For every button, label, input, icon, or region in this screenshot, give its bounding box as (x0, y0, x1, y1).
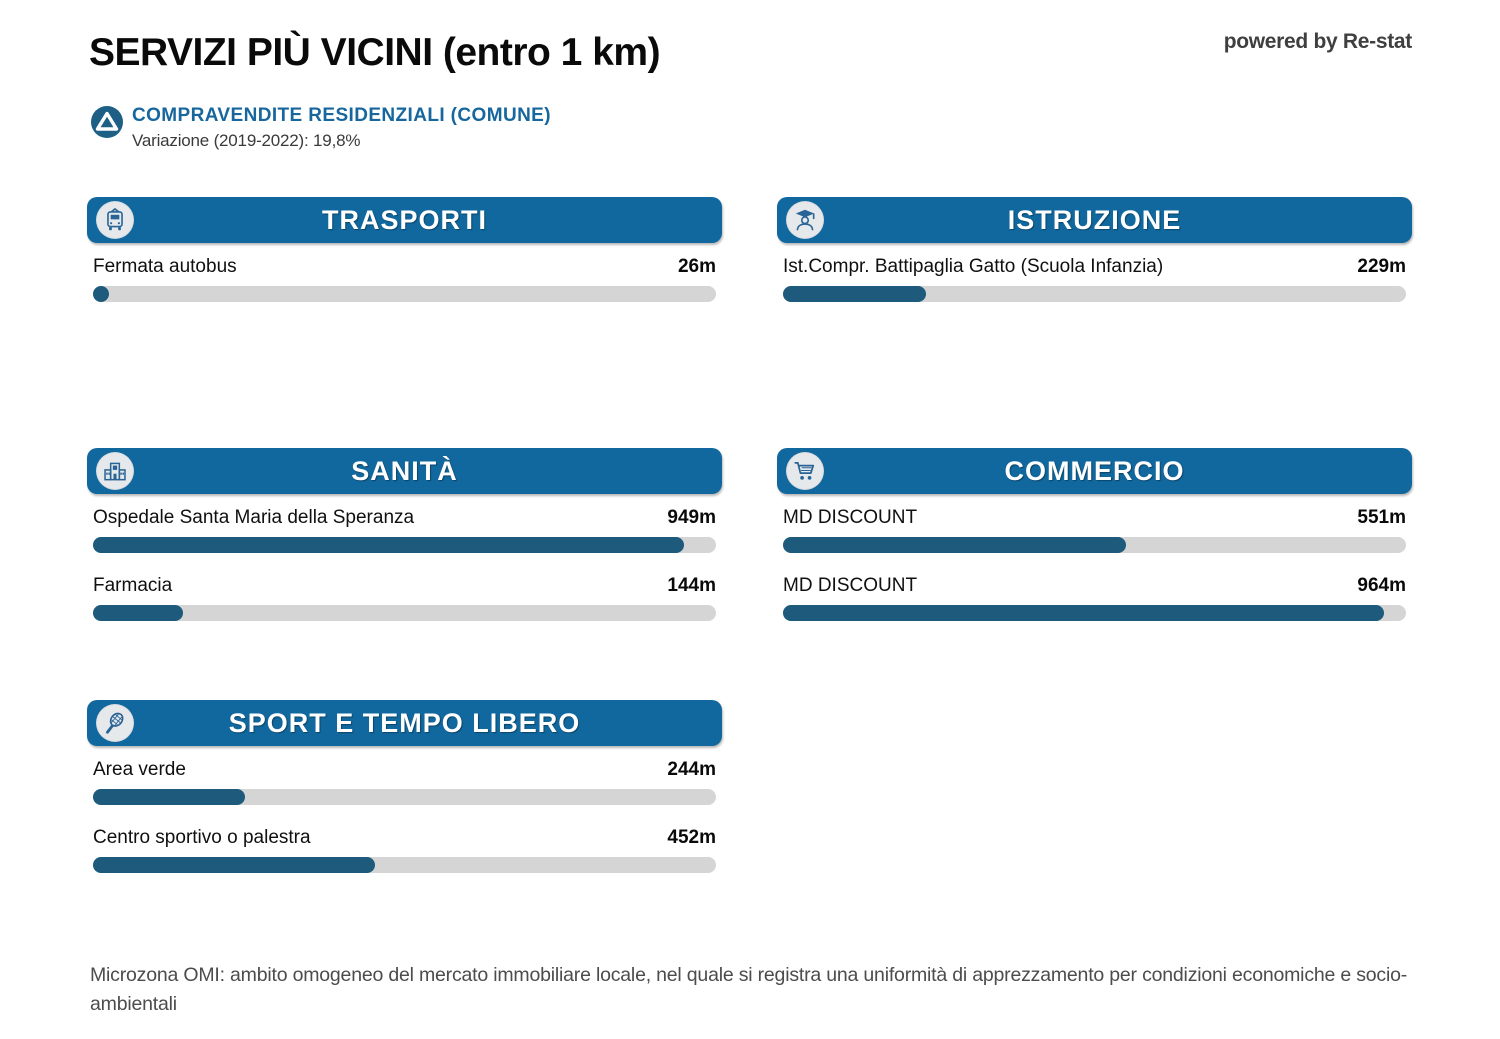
section-sanita (87, 448, 722, 621)
service-distance: 26m (677, 256, 716, 277)
distance-bar-track (93, 286, 716, 302)
section-title-trasporti: TRASPORTI (321, 204, 487, 235)
section-title-sanita: SANITÀ (351, 455, 458, 486)
section-header-istruzione (777, 197, 1412, 243)
distance-bar-fill (93, 857, 375, 873)
summary-title: COMPRAVENDITE RESIDENZIALI (COMUNE) (132, 105, 551, 126)
summary-block (90, 105, 551, 151)
page-title: SERVIZI PIÙ VICINI (entro 1 km) (89, 31, 661, 74)
section-title-istruzione: ISTRUZIONE (1007, 204, 1182, 235)
hospital-icon (96, 452, 134, 490)
distance-bar-fill (783, 537, 1126, 553)
distance-bar-track (93, 789, 716, 805)
section-istruzione (777, 197, 1412, 302)
section-title-sport: SPORT E TEMPO LIBERO (228, 707, 581, 738)
section-header-sport (87, 700, 722, 746)
service-distance: 452m (667, 827, 716, 848)
service-distance: 551m (1357, 507, 1406, 528)
distance-bar-fill (93, 789, 245, 805)
distance-bar-fill (783, 605, 1384, 621)
graduate-icon (786, 201, 824, 239)
section-header-sanita (87, 448, 722, 494)
cart-icon (786, 452, 824, 490)
summary-subtitle: Variazione (2019-2022): 19,8% (132, 131, 361, 150)
tennis-racket-icon (96, 704, 134, 742)
distance-bar-fill (93, 286, 109, 302)
service-item (783, 507, 1406, 553)
service-label: Centro sportivo o palestra (93, 827, 311, 848)
service-item (93, 256, 716, 302)
distance-bar-track (783, 286, 1406, 302)
service-item (783, 575, 1406, 621)
section-header-commercio (777, 448, 1412, 494)
service-label: Farmacia (93, 575, 173, 596)
triangle-up-icon (90, 105, 124, 139)
service-label: Ist.Compr. Battipaglia Gatto (Scuola Infanzia) (783, 256, 1164, 277)
service-distance: 244m (667, 759, 716, 780)
service-distance: 964m (1357, 575, 1406, 596)
section-trasporti (87, 197, 722, 302)
distance-bar-track (783, 605, 1406, 621)
distance-bar-fill (93, 537, 684, 553)
powered-by-label: powered by Re-stat (1223, 30, 1412, 53)
footer-note: Microzona OMI: ambito omogeneo del mercato immobiliare locale, nel quale si registra una uniformità di apprezzamento per condizioni economiche e socio-ambientali (90, 964, 1408, 1015)
service-distance: 229m (1357, 256, 1406, 277)
distance-bar-fill (783, 286, 926, 302)
service-distance: 949m (667, 507, 716, 528)
distance-bar-track (93, 605, 716, 621)
service-item (93, 507, 716, 553)
distance-bar-track (93, 537, 716, 553)
section-title-commercio: COMMERCIO (1004, 455, 1185, 486)
service-item (93, 759, 716, 805)
service-label: Area verde (93, 759, 186, 780)
service-item (783, 256, 1406, 302)
distance-bar-track (783, 537, 1406, 553)
section-commercio (777, 448, 1412, 621)
distance-bar-fill (93, 605, 183, 621)
service-label: MD DISCOUNT (783, 507, 918, 528)
section-header-trasporti (87, 197, 722, 243)
section-sport (87, 700, 722, 873)
service-label: MD DISCOUNT (783, 575, 918, 596)
bus-icon (96, 201, 134, 239)
distance-bar-track (93, 857, 716, 873)
service-item (93, 575, 716, 621)
service-label: Fermata autobus (93, 256, 237, 277)
service-item (93, 827, 716, 873)
service-distance: 144m (667, 575, 716, 596)
service-label: Ospedale Santa Maria della Speranza (93, 507, 415, 528)
